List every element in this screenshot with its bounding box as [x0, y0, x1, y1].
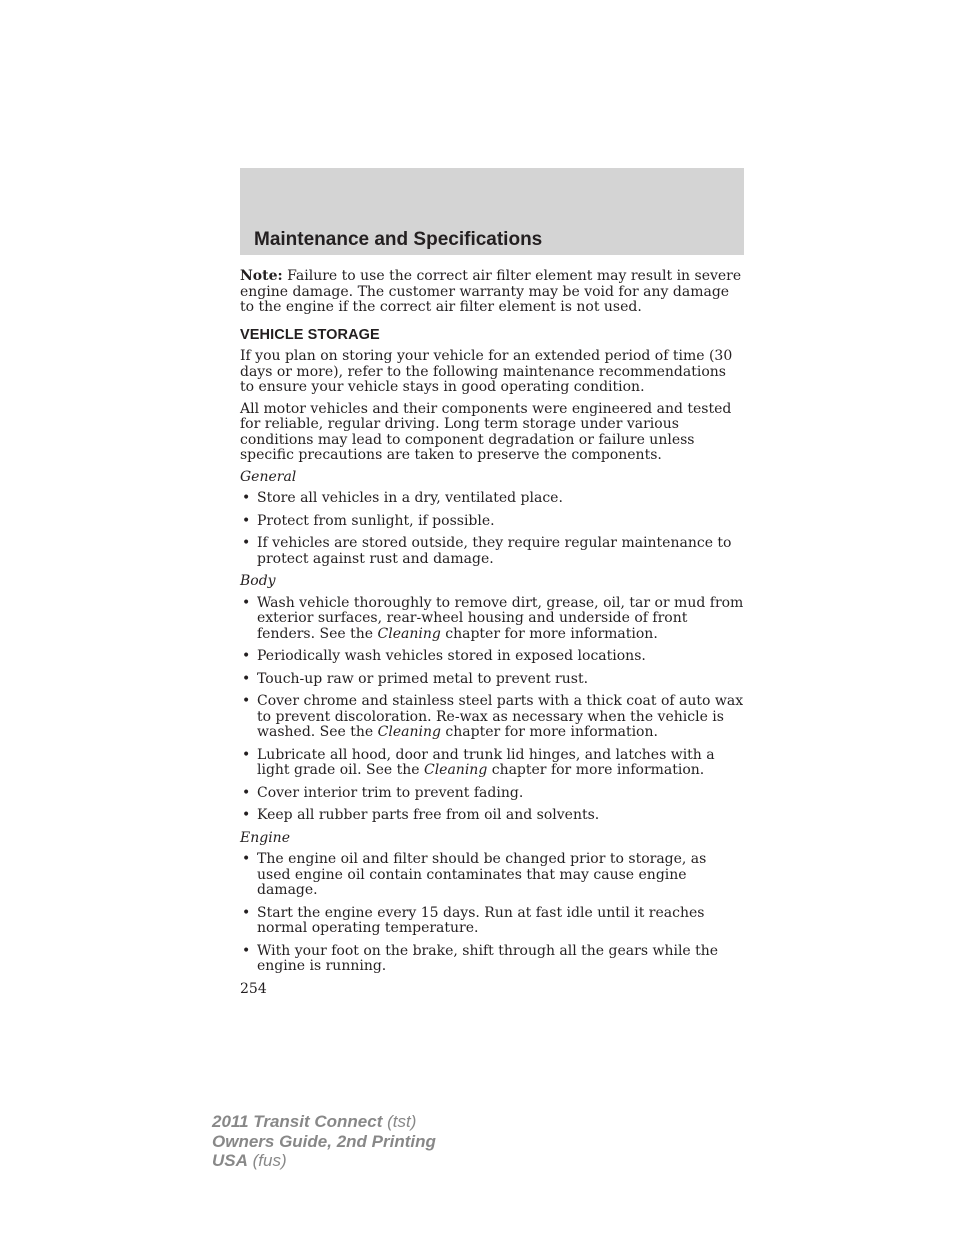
list-item: • Keep all rubber parts free from oil and solvents. [240, 808, 744, 824]
footer-market-code: (fus) [247, 1151, 287, 1170]
note-paragraph [240, 269, 744, 316]
footer-line-2 [212, 1132, 436, 1152]
list-item-text: chapter for more information. [487, 762, 705, 778]
list-item [240, 596, 744, 643]
engine-list [240, 852, 744, 975]
section-header-band [240, 168, 744, 255]
page-title: Maintenance and Specifications [254, 229, 543, 250]
list-item: • With your foot on the brake, shift through all the gears while the engine is running. [240, 944, 744, 975]
footer-market: USA [212, 1151, 248, 1170]
footer-model: 2011 Transit Connect [212, 1112, 383, 1131]
list-item-text: Lubricate all hood, door and trunk lid hinges, and latches with a light grade oil. See the [257, 746, 715, 778]
list-item: • Start the engine every 15 days. Run at fast idle until it reaches normal operating temperature. [240, 906, 744, 937]
list-item: • The engine oil and filter should be changed prior to storage, as used engine oil contain contaminates that may cause engine damage. [240, 852, 744, 899]
list-item-text: chapter for more information. [440, 625, 658, 642]
list-item: • Touch-up raw or primed metal to prevent rust. [240, 672, 744, 688]
general-list [240, 491, 744, 567]
list-item-text: chapter for more information. [440, 724, 658, 740]
note-label: Note: [240, 268, 283, 284]
footer-model-code: (tst) [382, 1112, 417, 1131]
footer-line-1 [212, 1112, 436, 1132]
subheading-engine: Engine [240, 829, 290, 846]
footer-edition: Owners Guide, 2nd Printing [212, 1131, 436, 1151]
intro-paragraph-1: If you plan on storing your vehicle for an extended period of time (30 days or more), refer to the following maintenance recommendations to ensure your vehicle stays in good operating condition. [240, 348, 733, 395]
list-item: • Protect from sunlight, if possible. [240, 514, 744, 530]
list-item [240, 748, 744, 779]
subheading-body: Body [240, 573, 276, 589]
document-footer [212, 1112, 436, 1171]
page-number: 254 [240, 980, 267, 997]
page-content [240, 269, 744, 997]
subheading-general: General [240, 468, 297, 485]
list-item: • If vehicles are stored outside, they require regular maintenance to protect against rust and damage. [240, 536, 744, 567]
footer-line-3 [212, 1151, 436, 1171]
list-item [240, 694, 744, 741]
chapter-reference: Cleaning [377, 625, 441, 642]
list-item-text: Cover chrome and stainless steel parts with a thick coat of auto wax to prevent discoloration. Re-wax as necessary when the vehicle is washed. See the [257, 693, 744, 740]
note-text: Failure to use the correct air filter element may result in severe engine damage. The customer warranty may be void for any damage to the engine if the correct air filter element is not used. [240, 268, 742, 315]
intro-paragraph-2: All motor vehicles and their components were engineered and tested for reliable, regular driving. Long term storage under various conditions may lead to component degradation or failure unless specific precautions are taken to preserve the components. [240, 400, 732, 463]
list-item: • Cover interior trim to prevent fading. [240, 786, 744, 802]
chapter-reference: Cleaning [423, 762, 488, 778]
list-item-text: Wash vehicle thoroughly to remove dirt, grease, oil, tar or mud from exterior surfaces, rear-wheel housing and underside of front fenders. See the [257, 594, 744, 642]
section-heading: VEHICLE STORAGE [240, 326, 380, 343]
list-item: • Periodically wash vehicles stored in exposed locations. [240, 649, 744, 665]
list-item: • Store all vehicles in a dry, ventilated place. [240, 491, 744, 507]
chapter-reference: Cleaning [377, 724, 441, 740]
body-list [240, 596, 744, 824]
